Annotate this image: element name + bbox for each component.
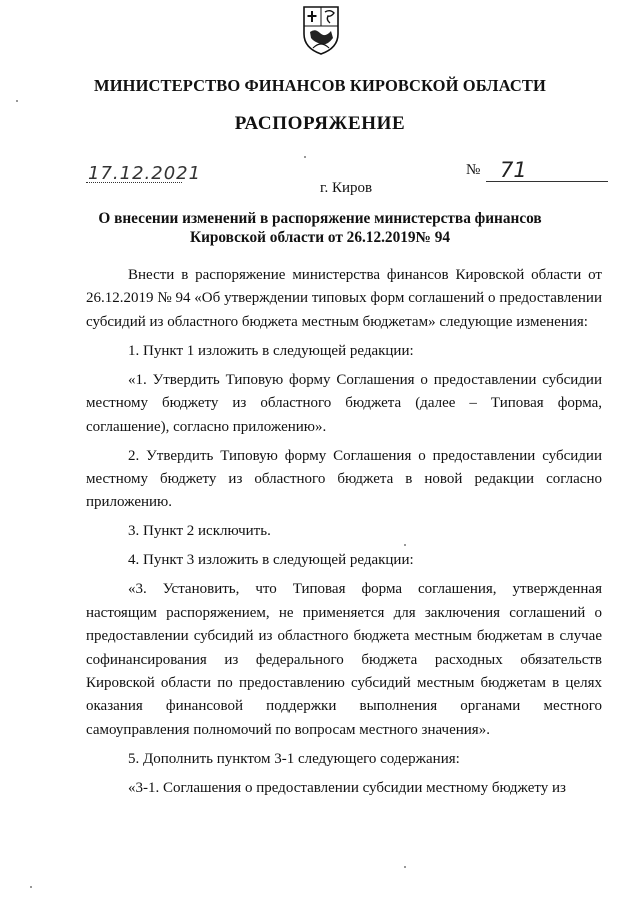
item-5-heading: 5. Дополнить пунктом 3-1 следующего содержания: <box>128 750 460 767</box>
number-underline <box>486 181 608 182</box>
document-subject <box>80 209 560 247</box>
date-underline <box>86 182 182 183</box>
item-2-paragraph: 2. Утвердить Типовую форму Соглашения о предоставлении субсидии местному бюджету из областного бюджета в новой редакции согласно приложению. <box>86 447 602 511</box>
document-number: 71 <box>500 158 527 182</box>
subject-line-2: Кировской области от 26.12.2019№ 94 <box>189 229 451 246</box>
document-date: 17.12.2021 <box>88 163 202 184</box>
scan-speck <box>30 886 32 888</box>
item-4-text: «3. Установить, что Типовая форма соглашения, утвержденная настоящим распоряжением, не применяется для заключения соглашений о предоставлении субсидий из областного бюджета местным бюджетам в случае софинансирования из федерального бюджета расходных обязательств Кировской области по предоставлению субсидий местным бюджетам в целях оказания финансовой поддержки выполнения органами местного самоуправления полномочий по вопросам местного значения». <box>86 581 602 738</box>
scan-speck <box>16 100 18 102</box>
number-sign: № <box>466 162 481 178</box>
intro-paragraph: Внести в распоряжение министерства финансов Кировской области от 26.12.2019 № 94 «Об утверждении типовых форм соглашений о предоставлении субсидий из областного бюджета местным бюджетам» следующие изменения: <box>86 267 602 330</box>
item-1-heading: 1. Пункт 1 изложить в следующей редакции: <box>128 342 414 359</box>
item-1-text: «1. Утвердить Типовую форму Соглашения о предоставлении субсидии местному бюджету из областного бюджета (далее – Типовая форма, соглашение), согласно приложению». <box>86 371 602 435</box>
document-body <box>86 264 602 806</box>
document-type-title: РАСПОРЯЖЕНИЕ <box>234 113 406 134</box>
subject-line-1: О внесении изменений в распоряжение министерства финансов <box>98 210 542 227</box>
item-5-text: «3-1. Соглашения о предоставлении субсидии местному бюджету из <box>128 779 566 796</box>
scan-speck <box>404 544 406 546</box>
scan-speck <box>304 156 306 158</box>
coat-of-arms-icon <box>301 4 341 56</box>
ministry-name: МИНИСТЕРСТВО ФИНАНСОВ КИРОВСКОЙ ОБЛАСТИ <box>94 76 546 95</box>
city-label: г. Киров <box>320 180 373 196</box>
scan-speck <box>404 866 406 868</box>
item-4-heading: 4. Пункт 3 изложить в следующей редакции: <box>128 552 414 569</box>
item-3-paragraph: 3. Пункт 2 исключить. <box>128 523 271 540</box>
